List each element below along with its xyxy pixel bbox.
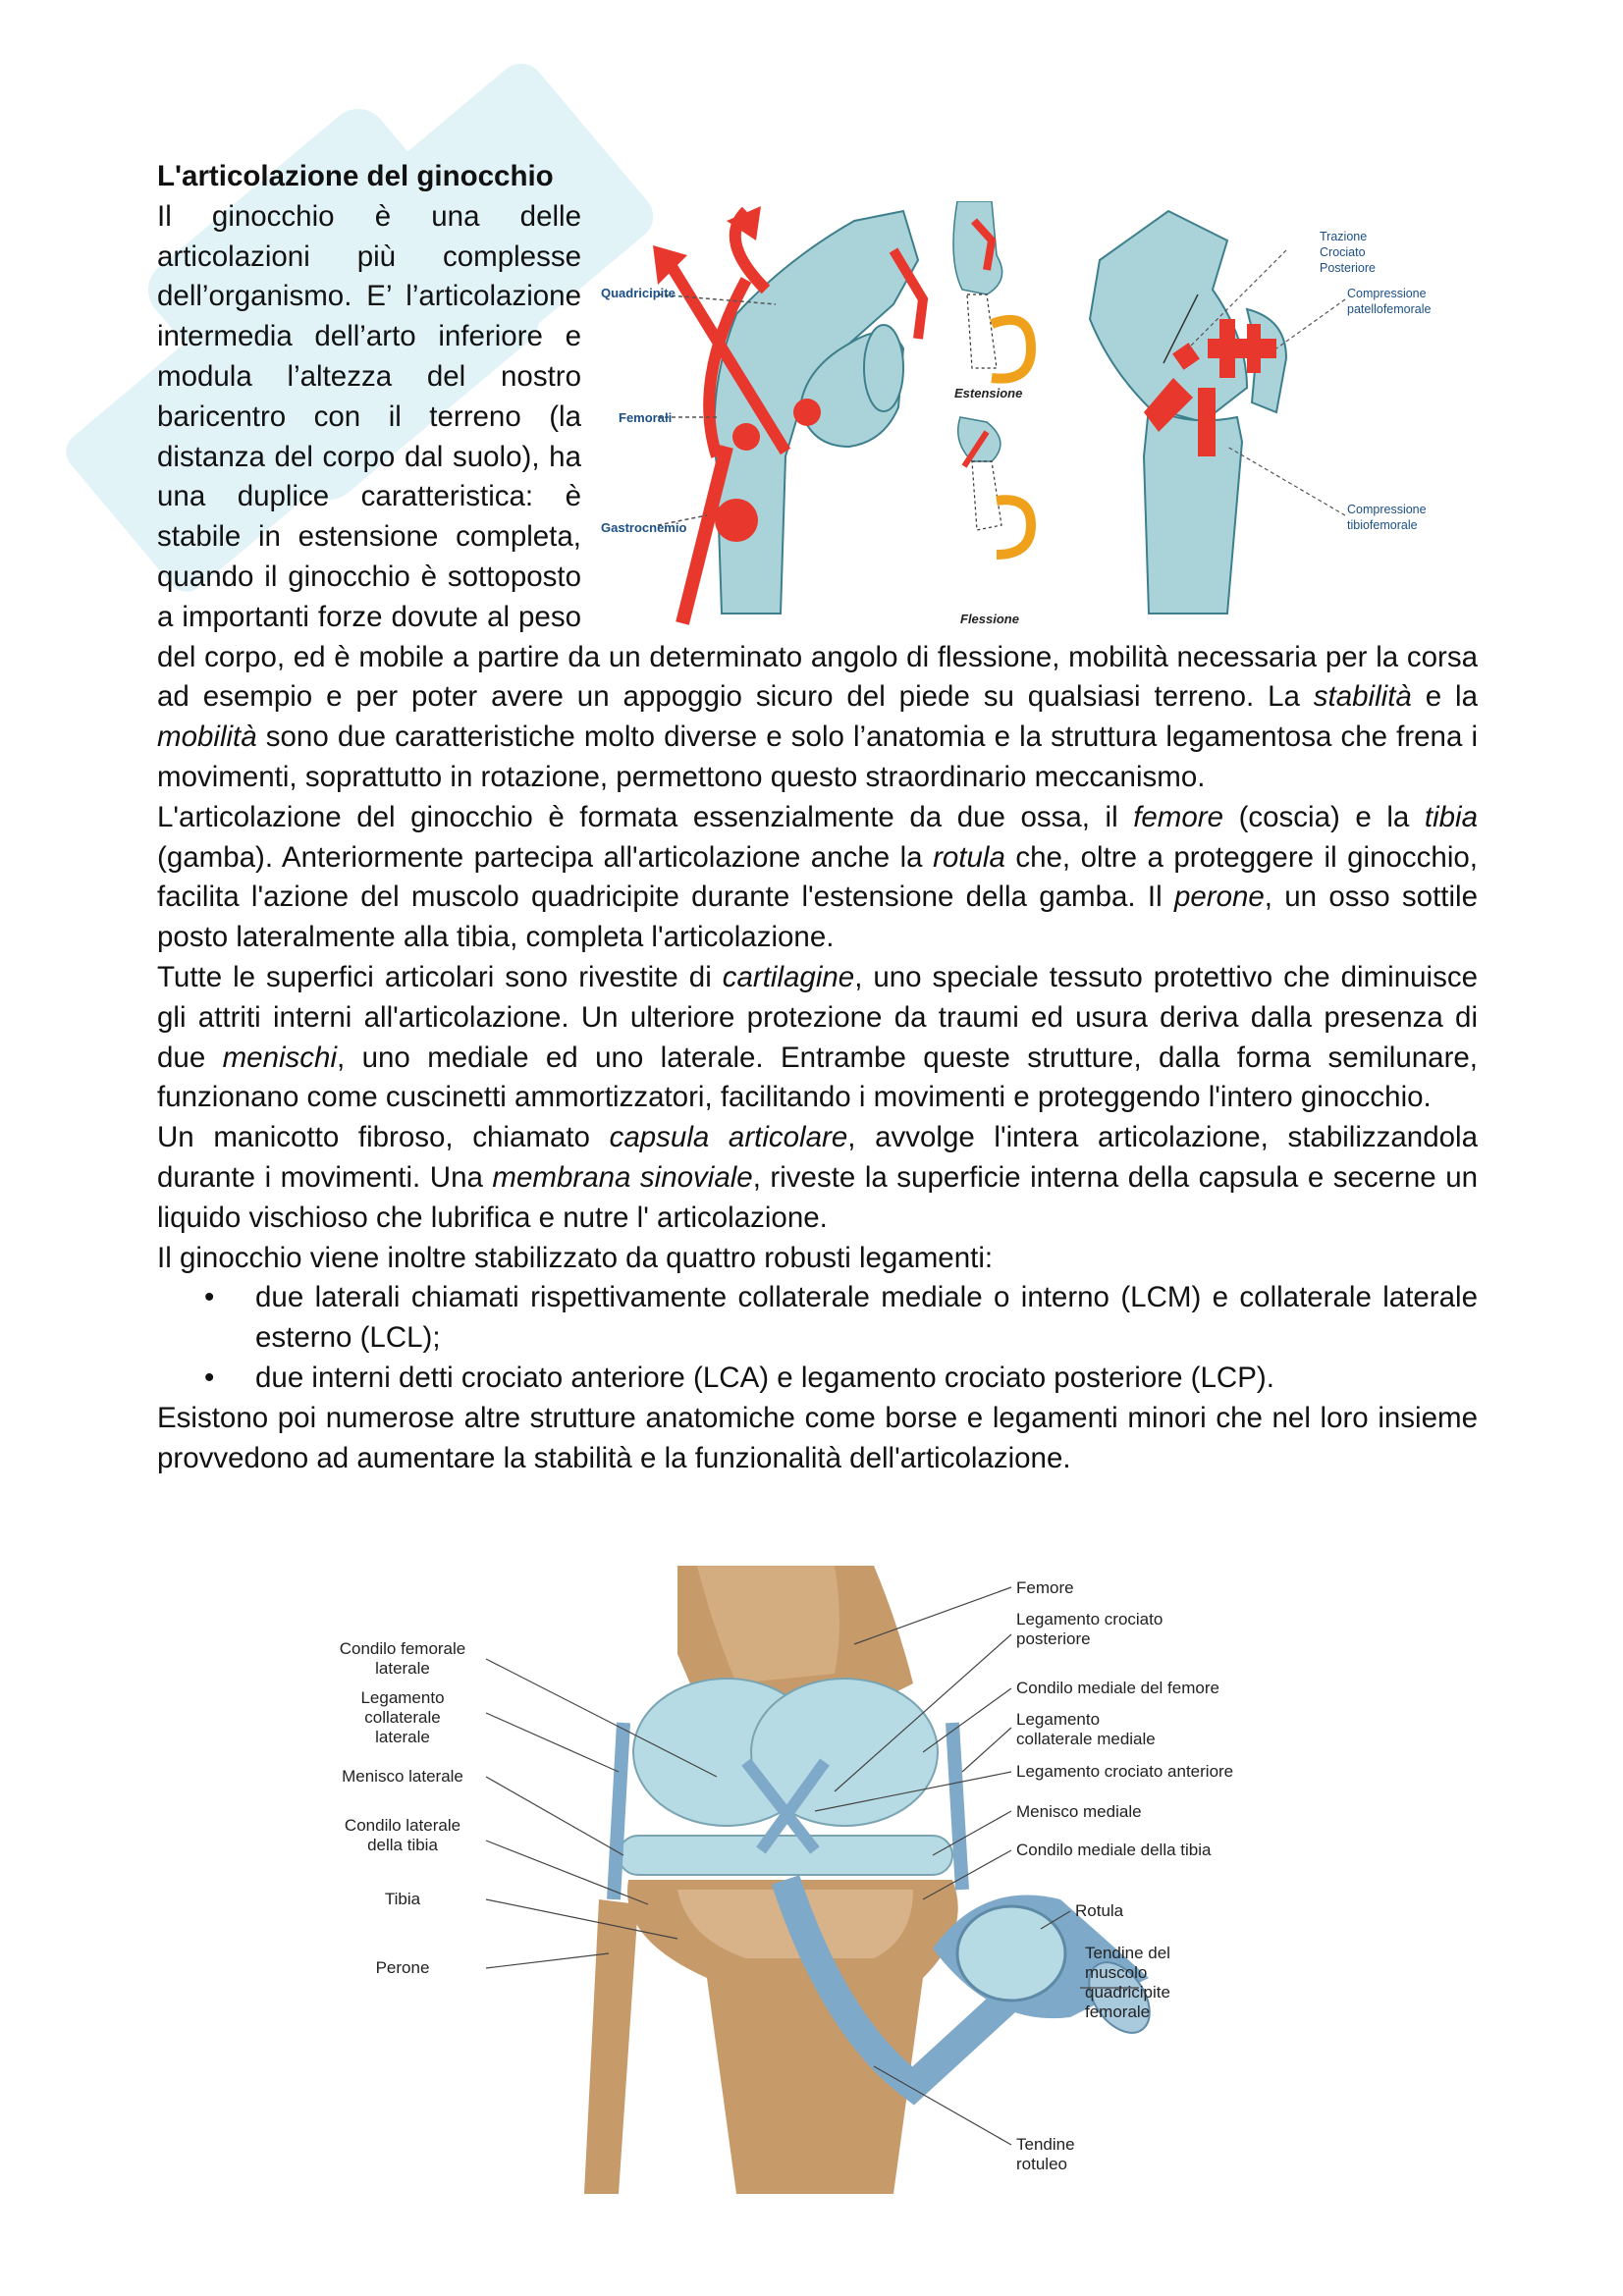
label-trazione-1: Trazione — [1320, 229, 1368, 243]
paragraph-ligaments: Il ginocchio viene inoltre stabilizzato da quattro robusti legamenti: — [157, 1241, 994, 1274]
label-rotula: Rotula — [1075, 1901, 1124, 1920]
label-condilo-mediale-tibia: Condilo mediale della tibia — [1016, 1841, 1212, 1859]
svg-text:Legamento crociatoposteriore — [1016, 1610, 1163, 1648]
paragraph-cartilage: Tutte le superfici articolari sono rivestite di cartilagine, uno speciale tessuto protettivo che diminuisce gli attriti interni all'articolazione. Un ulteriore protezione da traumi ed usura deriva dalla presenza di due menischi, uno mediale ed uno laterale. Entrambe queste strutture, dalla forma semilunare, funzionano come cuscinetti ammortizzatori, facilitando i movimenti e proteggendo l'intero ginocchio. — [157, 960, 1478, 1114]
label-tendine-rotuleo-2: rotuleo — [1016, 2155, 1067, 2173]
label-condilo-femorale-laterale-1: Condilo femorale — [339, 1639, 466, 1658]
ligaments-list — [157, 1278, 1478, 1398]
label-legamento-crociato-posteriore-1: Legamento crociato — [1016, 1610, 1163, 1629]
list-item: • due laterali chiamati rispettivamente collaterale mediale o interno (LCM) e collaterale laterale esterno (LCL); — [255, 1278, 1478, 1359]
label-trazione-2: Crociato — [1320, 244, 1366, 259]
svg-text:Legamentocollaterale mediale — [1016, 1710, 1156, 1748]
svg-text:Tendinerotuleo — [1016, 2135, 1075, 2173]
label-legamento-collaterale-laterale-1: Legamento — [360, 1688, 445, 1707]
knee-anatomy-figure — [324, 1566, 1316, 2199]
label-condilo-femorale-laterale-2: laterale — [375, 1659, 430, 1678]
label-tendine-quadricipite-4: femorale — [1085, 2002, 1151, 2021]
page-title: L'articolazione del ginocchio — [157, 160, 554, 192]
label-menisco-mediale: Menisco mediale — [1016, 1802, 1142, 1821]
label-legamento-crociato-posteriore-2: posteriore — [1016, 1629, 1091, 1648]
label-flessione: Flessione — [960, 611, 1019, 626]
left-labels — [340, 1639, 466, 1977]
label-legamento-collaterale-mediale-1: Legamento — [1016, 1710, 1101, 1729]
label-condilo-laterale-tibia-2: della tibia — [367, 1836, 438, 1854]
label-comp-pat-1: Compressione — [1347, 286, 1427, 300]
label-legamento-collaterale-laterale-3: laterale — [375, 1728, 430, 1746]
paragraph-closing: Esistono poi numerose altre strutture anatomiche come borse e legamenti minori che nel loro insieme provvedono ad aumentare la stabilità e la funzionalità dell'articolazione. — [157, 1401, 1478, 1474]
paragraph-intro: Il ginocchio è una delle articolazioni più complesse dell’organismo. E’ l’articolazione intermedia dell’arto inferiore e modula l’altezza del nostro baricentro con il terreno (la distanza del corpo dal suolo), ha una duplice caratteristica: è stabile in estensione completa, quando il ginocchio è sottoposto a importanti forze dovute al peso del corpo, ed è mobile a partire da un determinato angolo di flessione, mobilità necessaria per la corsa ad esempio e per poter avere un appoggio sicuro del piede su qualsiasi terreno. La stabilità e la mobilità sono due caratteristiche molto diverse e solo l’anatomia e la struttura legamentosa che frena i movimenti, soprattutto in rotazione, permettono questo straordinario meccanismo. — [157, 199, 1478, 793]
label-condilo-laterale-tibia-1: Condilo laterale — [344, 1816, 461, 1835]
svg-text:Condilo lateraledella tibia — [345, 1816, 460, 1854]
right-labels — [1016, 1578, 1233, 2173]
paragraph-bones: L'articolazione del ginocchio è formata essenzialmente da due ossa, il femore (coscia) e la tibia (gamba). Anteriormente partecipa all'articolazione anche la rotula che, oltre a proteggere il ginocchio, facilita l'azione del muscolo quadricipite durante l'estensione della gamba. Il perone, un osso sottile posto lateralmente alla tibia, completa l'articolazione. — [157, 800, 1478, 954]
knee-anatomy-illustration — [584, 1566, 1162, 2194]
label-tendine-quadricipite-2: muscolo — [1085, 1963, 1148, 1982]
document-body — [157, 157, 1478, 1478]
label-femore: Femore — [1016, 1578, 1074, 1597]
label-comp-tib-1: Compressione — [1347, 502, 1427, 516]
label-condilo-mediale-femore: Condilo mediale del femore — [1016, 1679, 1219, 1697]
label-tendine-quadricipite-1: Tendine del — [1085, 1944, 1170, 1962]
flexion-diagram — [958, 417, 1031, 626]
knee-anatomy-svg — [324, 1566, 1316, 2199]
label-menisco-laterale: Menisco laterale — [342, 1767, 463, 1786]
label-tibia: Tibia — [384, 1890, 421, 1908]
label-quadricipite: Quadricipite — [601, 285, 676, 300]
paragraph-capsule: Un manicotto fibroso, chiamato capsula articolare, avvolge l'intera articolazione, stabilizzandola durante i movimenti. Una membrana sinoviale, riveste la superficie interna della capsula e secerne un liquido vischioso che lubrifica e nutre l' articolazione. — [157, 1121, 1479, 1234]
label-trazione-3: Posteriore — [1320, 260, 1376, 275]
knee-mechanics-figure — [599, 201, 1478, 628]
extension-diagram — [953, 201, 1031, 400]
label-legamento-collaterale-laterale-2: collaterale — [364, 1708, 441, 1727]
knee-mechanics-svg — [599, 201, 1478, 628]
svg-text:Condilo femoralelaterale — [340, 1639, 466, 1678]
label-comp-pat-2: patellofemorale — [1347, 301, 1432, 316]
label-legamento-crociato-anteriore: Legamento crociato anteriore — [1016, 1762, 1234, 1781]
label-tendine-quadricipite-3: quadricipite — [1085, 1983, 1170, 2002]
label-legamento-collaterale-mediale-2: collaterale mediale — [1016, 1730, 1156, 1748]
label-perone: Perone — [375, 1958, 430, 1977]
label-comp-tib-2: tibiofemorale — [1347, 517, 1418, 532]
svg-text:Tendine delmuscoloquadricipite — [1085, 1944, 1170, 2021]
svg-text:Legamentocollateralelaterale — [360, 1688, 444, 1746]
label-tendine-rotuleo-1: Tendine — [1016, 2135, 1075, 2154]
left-knee-diagram — [601, 206, 923, 623]
label-gastrocnemio: Gastrocnemio — [601, 519, 687, 535]
label-femorali: Femorali — [619, 409, 673, 425]
list-item: • due interni detti crociato anteriore (LCA) e legamento crociato posteriore (LCP). — [255, 1359, 1478, 1399]
right-knee-diagram — [1090, 211, 1432, 614]
label-estensione: Estensione — [954, 385, 1023, 400]
